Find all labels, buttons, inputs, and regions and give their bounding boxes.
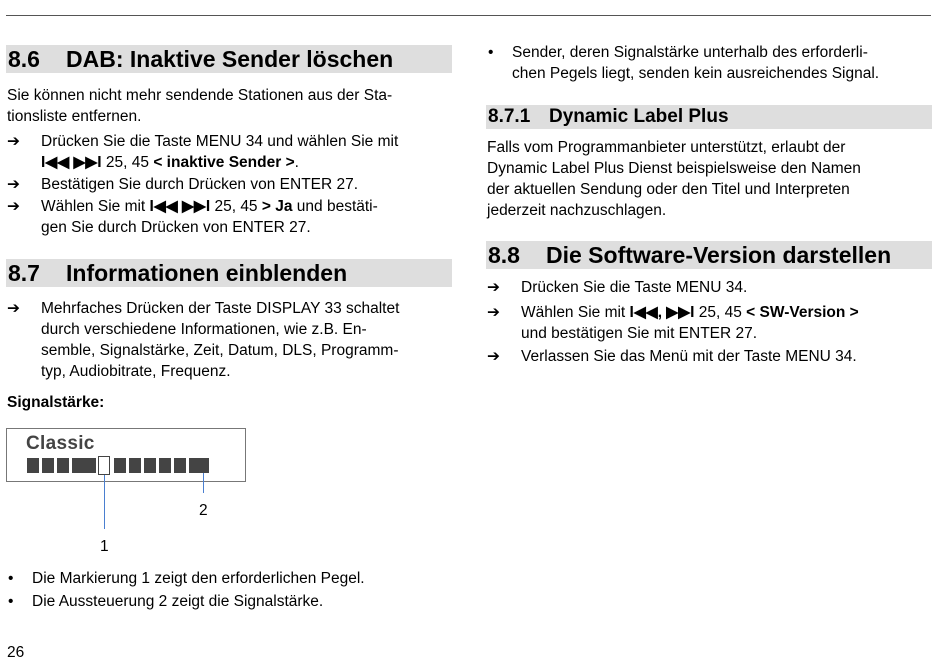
text-run: Wählen Sie mit	[41, 198, 150, 215]
arrow-icon: ➔	[487, 348, 500, 365]
skip-buttons-icon: I◀◀ ▶▶I	[149, 198, 211, 215]
signal-bar	[159, 458, 171, 473]
section-8-8-heading	[486, 241, 932, 269]
text-line: der aktuellen Sendung oder den Titel und Interpreten	[487, 181, 850, 198]
text-run: .	[294, 154, 299, 171]
menu-option: > Ja	[261, 198, 293, 215]
text-line	[41, 152, 452, 173]
text-line: gen Sie durch Drücken von ENTER 27.	[41, 219, 311, 236]
signal-bar	[84, 458, 96, 473]
signal-bar	[129, 458, 141, 473]
section-title: Die Software-Version darstellen	[546, 242, 892, 268]
arrow-icon: ➔	[7, 300, 20, 317]
callout-number-2: 2	[199, 502, 208, 519]
step-text	[521, 302, 932, 344]
list-item-text: Die Markierung 1 zeigt den erforderlichen Pegel.	[32, 570, 365, 587]
signal-bar	[42, 458, 54, 473]
skip-buttons-icon: I◀◀ ▶▶I	[41, 154, 102, 171]
signal-bar	[27, 458, 39, 473]
skip-buttons-icon: I◀◀, ▶▶I	[629, 304, 695, 321]
page-number: 26	[7, 644, 25, 661]
section-title: DAB: Inaktive Sender löschen	[66, 46, 394, 72]
signal-bar	[197, 458, 209, 473]
bullet-icon: •	[8, 593, 14, 610]
list-item-text: Die Aussteuerung 2 zeigt die Signalstärke.	[32, 593, 324, 610]
text-line: Drücken Sie die Taste MENU 34 und wählen Sie mit	[41, 133, 399, 150]
callout-line-1	[104, 475, 105, 529]
top-rule	[6, 15, 931, 16]
text-run: 25, 45	[210, 198, 262, 215]
callout-line-2	[203, 473, 204, 493]
text-line: Sie können nicht mehr sendende Stationen aus der Sta-	[7, 87, 393, 104]
section-8-7-heading	[6, 259, 452, 287]
dls-paragraph	[487, 137, 861, 221]
section-title: Dynamic Label Plus	[549, 106, 729, 127]
signal-bar	[72, 458, 84, 473]
text-line	[521, 302, 932, 323]
text-run: und bestäti-	[292, 198, 378, 215]
text-line: Dynamic Label Plus Dienst beispielsweise den Namen	[487, 160, 861, 177]
text-line: Mehrfaches Drücken der Taste DISPLAY 33 schaltet	[41, 300, 400, 317]
text-line: chen Pegels liegt, senden kein ausreichendes Signal.	[512, 65, 880, 82]
arrow-icon: ➔	[7, 176, 20, 193]
section-number: 8.7	[8, 260, 40, 286]
bullet-icon: •	[8, 570, 14, 587]
figure-display-text: Classic	[26, 433, 95, 454]
signal-bar	[114, 458, 126, 473]
text-run: 25, 45	[101, 154, 154, 171]
text-run: 25, 45	[694, 304, 747, 321]
bullet-icon: •	[488, 44, 494, 61]
text-line: Falls vom Programmanbieter unterstützt, erlaubt der	[487, 139, 846, 156]
signal-bar	[57, 458, 69, 473]
intro-paragraph	[7, 85, 392, 127]
step-text: Verlassen Sie das Menü mit der Taste MENU 34.	[521, 348, 857, 365]
menu-option: < SW-Version >	[746, 304, 859, 321]
arrow-icon: ➔	[7, 198, 20, 215]
arrow-icon: ➔	[487, 279, 500, 296]
list-item-text	[512, 42, 932, 84]
step-text: Drücken Sie die Taste MENU 34.	[521, 279, 748, 296]
arrow-icon: ➔	[487, 304, 500, 321]
signal-strength-label: Signalstärke:	[7, 394, 105, 411]
section-number: 8.6	[8, 46, 40, 72]
menu-option: < inaktive Sender >	[153, 154, 295, 171]
text-line: Sender, deren Signalstärke unterhalb des erforderli-	[512, 44, 868, 61]
section-8-6-heading	[6, 45, 452, 73]
text-line: tionsliste entfernen.	[7, 108, 142, 125]
text-line: jederzeit nachzuschlagen.	[487, 202, 667, 219]
step-text	[41, 131, 452, 173]
section-number: 8.7.1	[488, 106, 531, 127]
text-line: durch verschiedene Informationen, wie z.B. En-	[41, 321, 367, 338]
arrow-icon: ➔	[7, 133, 20, 150]
signal-bar	[144, 458, 156, 473]
callout-number-1: 1	[100, 538, 109, 555]
text-line: semble, Signalstärke, Zeit, Datum, DLS, Programm-	[41, 342, 399, 359]
step-text	[41, 196, 452, 238]
step-text: Bestätigen Sie durch Drücken von ENTER 27.	[41, 176, 359, 193]
section-title: Informationen einblenden	[66, 260, 348, 286]
section-8-7-1-heading	[486, 105, 932, 129]
section-number: 8.8	[488, 242, 520, 268]
text-run: Wählen Sie mit	[521, 304, 630, 321]
signal-bar	[174, 458, 186, 473]
step-text	[41, 298, 452, 382]
text-line: und bestätigen Sie mit ENTER 27.	[521, 325, 758, 342]
text-line: typ, Audiobitrate, Frequenz.	[41, 363, 231, 380]
required-level-marker	[98, 456, 110, 475]
text-line	[41, 196, 452, 217]
